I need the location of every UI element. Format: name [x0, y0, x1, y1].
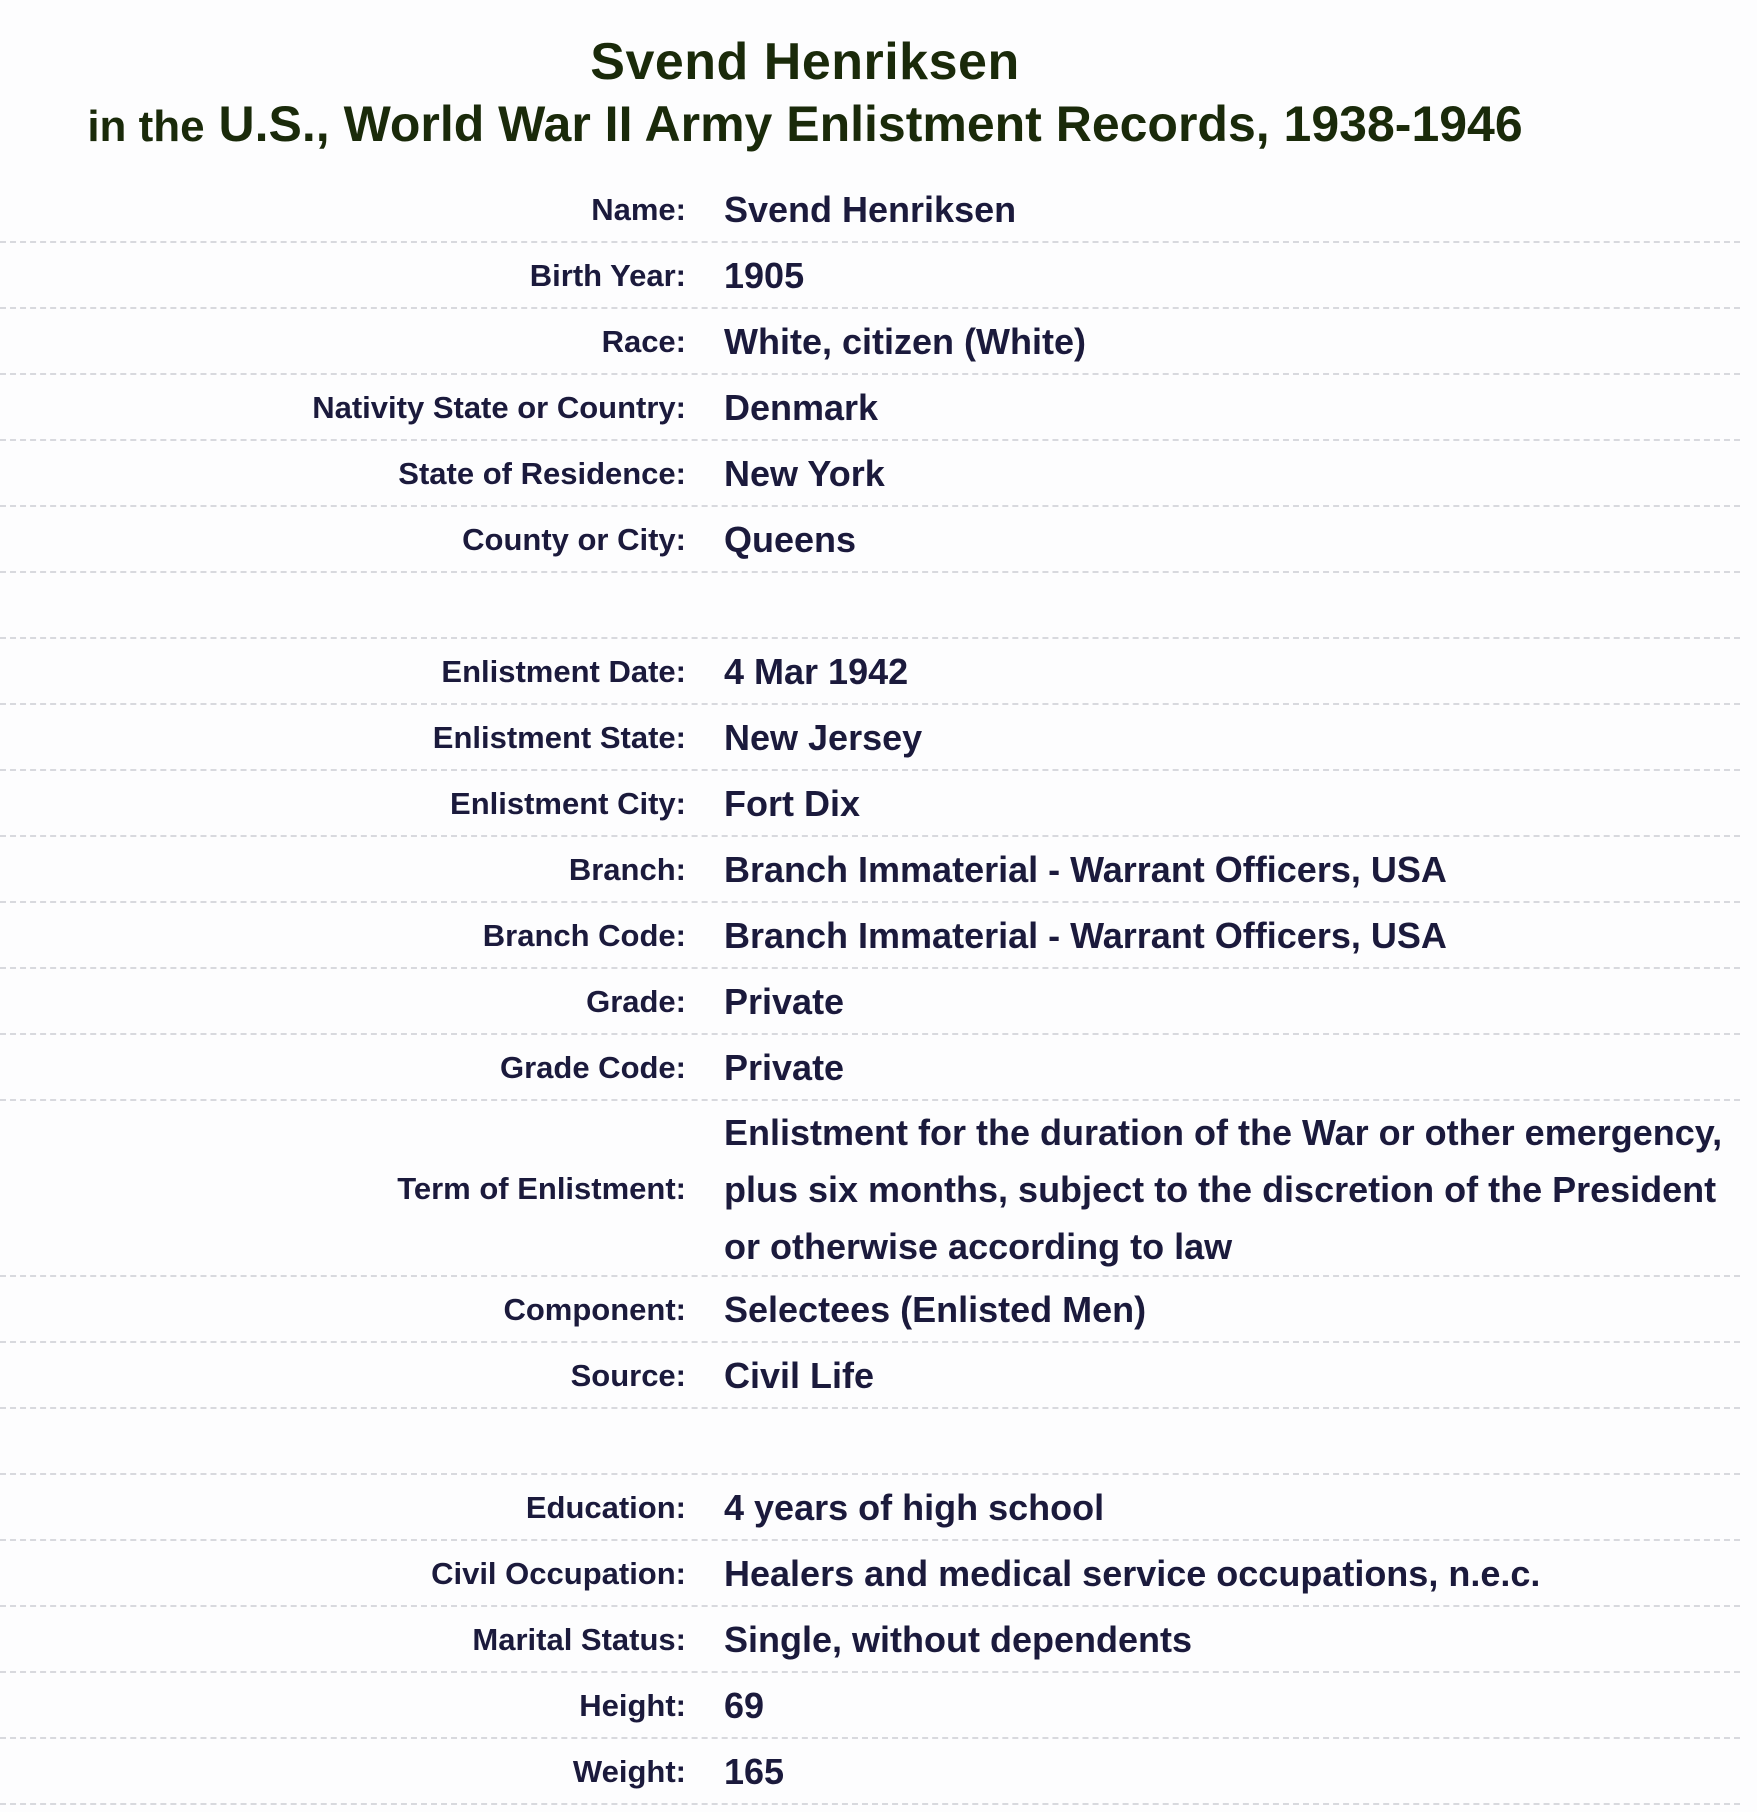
- field-value: Queens: [724, 519, 857, 560]
- field-row-birth-year: [0, 243, 1740, 309]
- field-label: Source:: [570, 1358, 686, 1393]
- field-value: New York: [724, 453, 885, 494]
- field-row-branch: [0, 837, 1740, 903]
- field-value: 69: [724, 1685, 765, 1726]
- field-label: Branch:: [568, 852, 686, 887]
- section-divider: [0, 573, 1740, 639]
- field-label: County or City:: [462, 522, 686, 557]
- field-row-race: [0, 309, 1740, 375]
- field-row-state-of-residence: [0, 441, 1740, 507]
- field-row-education: [0, 1475, 1740, 1541]
- field-row-grade-code: [0, 1035, 1740, 1101]
- field-row-nativity: [0, 375, 1740, 441]
- collection-subtitle: [0, 94, 1610, 157]
- field-label: Grade Code:: [499, 1050, 686, 1085]
- field-label: State of Residence:: [398, 456, 686, 491]
- field-label: Enlistment State:: [432, 720, 686, 755]
- field-label: Education:: [525, 1490, 686, 1525]
- field-row-name: [0, 177, 1740, 243]
- field-row-enlistment-city: [0, 771, 1740, 837]
- field-row-civil-occupation: [0, 1541, 1740, 1607]
- record-fields-table: [0, 177, 1740, 1805]
- field-value: Selectees (Enlisted Men): [724, 1289, 1147, 1330]
- field-row-branch-code: [0, 903, 1740, 969]
- field-value: Fort Dix: [724, 783, 861, 824]
- field-value: 4 Mar 1942: [724, 651, 909, 692]
- field-label: Civil Occupation:: [431, 1556, 686, 1591]
- record-title: [0, 30, 1610, 157]
- field-value: 1905: [724, 255, 805, 296]
- field-row-height: [0, 1673, 1740, 1739]
- field-value: Denmark: [724, 387, 879, 428]
- field-label: Term of Enlistment:: [397, 1171, 686, 1206]
- field-value: Private: [724, 1047, 845, 1088]
- field-label: Marital Status:: [472, 1622, 686, 1657]
- field-value: 165: [724, 1751, 785, 1792]
- field-value: 4 years of high school: [724, 1487, 1105, 1528]
- field-value: White, citizen (White): [724, 321, 1086, 362]
- field-label: Enlistment Date:: [441, 654, 686, 689]
- field-row-term-of-enlistment: [0, 1101, 1740, 1277]
- collection-name: U.S., World War II Army Enlistment Records, 1938-1946: [218, 96, 1523, 152]
- field-label: Weight:: [572, 1754, 686, 1789]
- field-row-grade: [0, 969, 1740, 1035]
- section-divider: [0, 1409, 1740, 1475]
- field-row-component: [0, 1277, 1740, 1343]
- field-label: Grade:: [586, 984, 686, 1019]
- subtitle-prefix: in the: [87, 102, 205, 151]
- field-row-weight: [0, 1739, 1740, 1805]
- field-value: Branch Immaterial - Warrant Officers, USA: [724, 849, 1447, 890]
- field-label: Race:: [601, 324, 686, 359]
- field-label: Nativity State or Country:: [312, 390, 686, 425]
- field-row-marital-status: [0, 1607, 1740, 1673]
- field-value: Enlistment for the duration of the War or other emergency, plus six months, subject to the discretion of the President or otherwise according to law: [724, 1111, 1723, 1267]
- field-value: Single, without dependents: [724, 1619, 1192, 1660]
- field-label: Name:: [591, 192, 686, 227]
- field-row-source: [0, 1343, 1740, 1409]
- field-row-enlistment-date: [0, 639, 1740, 705]
- field-value: Branch Immaterial - Warrant Officers, USA: [724, 915, 1447, 956]
- field-value: Healers and medical service occupations, n.e.c.: [724, 1553, 1541, 1594]
- field-value: New Jersey: [724, 717, 923, 758]
- field-label: Height:: [579, 1688, 686, 1723]
- field-label: Enlistment City:: [450, 786, 686, 821]
- field-value: Civil Life: [724, 1355, 875, 1396]
- field-value: Svend Henriksen: [724, 189, 1017, 230]
- field-label: Birth Year:: [529, 258, 686, 293]
- field-label: Component:: [503, 1292, 686, 1327]
- field-value: Private: [724, 981, 845, 1022]
- field-row-county-or-city: [0, 507, 1740, 573]
- field-label: Branch Code:: [482, 918, 686, 953]
- person-name-heading: Svend Henriksen: [590, 33, 1020, 91]
- field-row-enlistment-state: [0, 705, 1740, 771]
